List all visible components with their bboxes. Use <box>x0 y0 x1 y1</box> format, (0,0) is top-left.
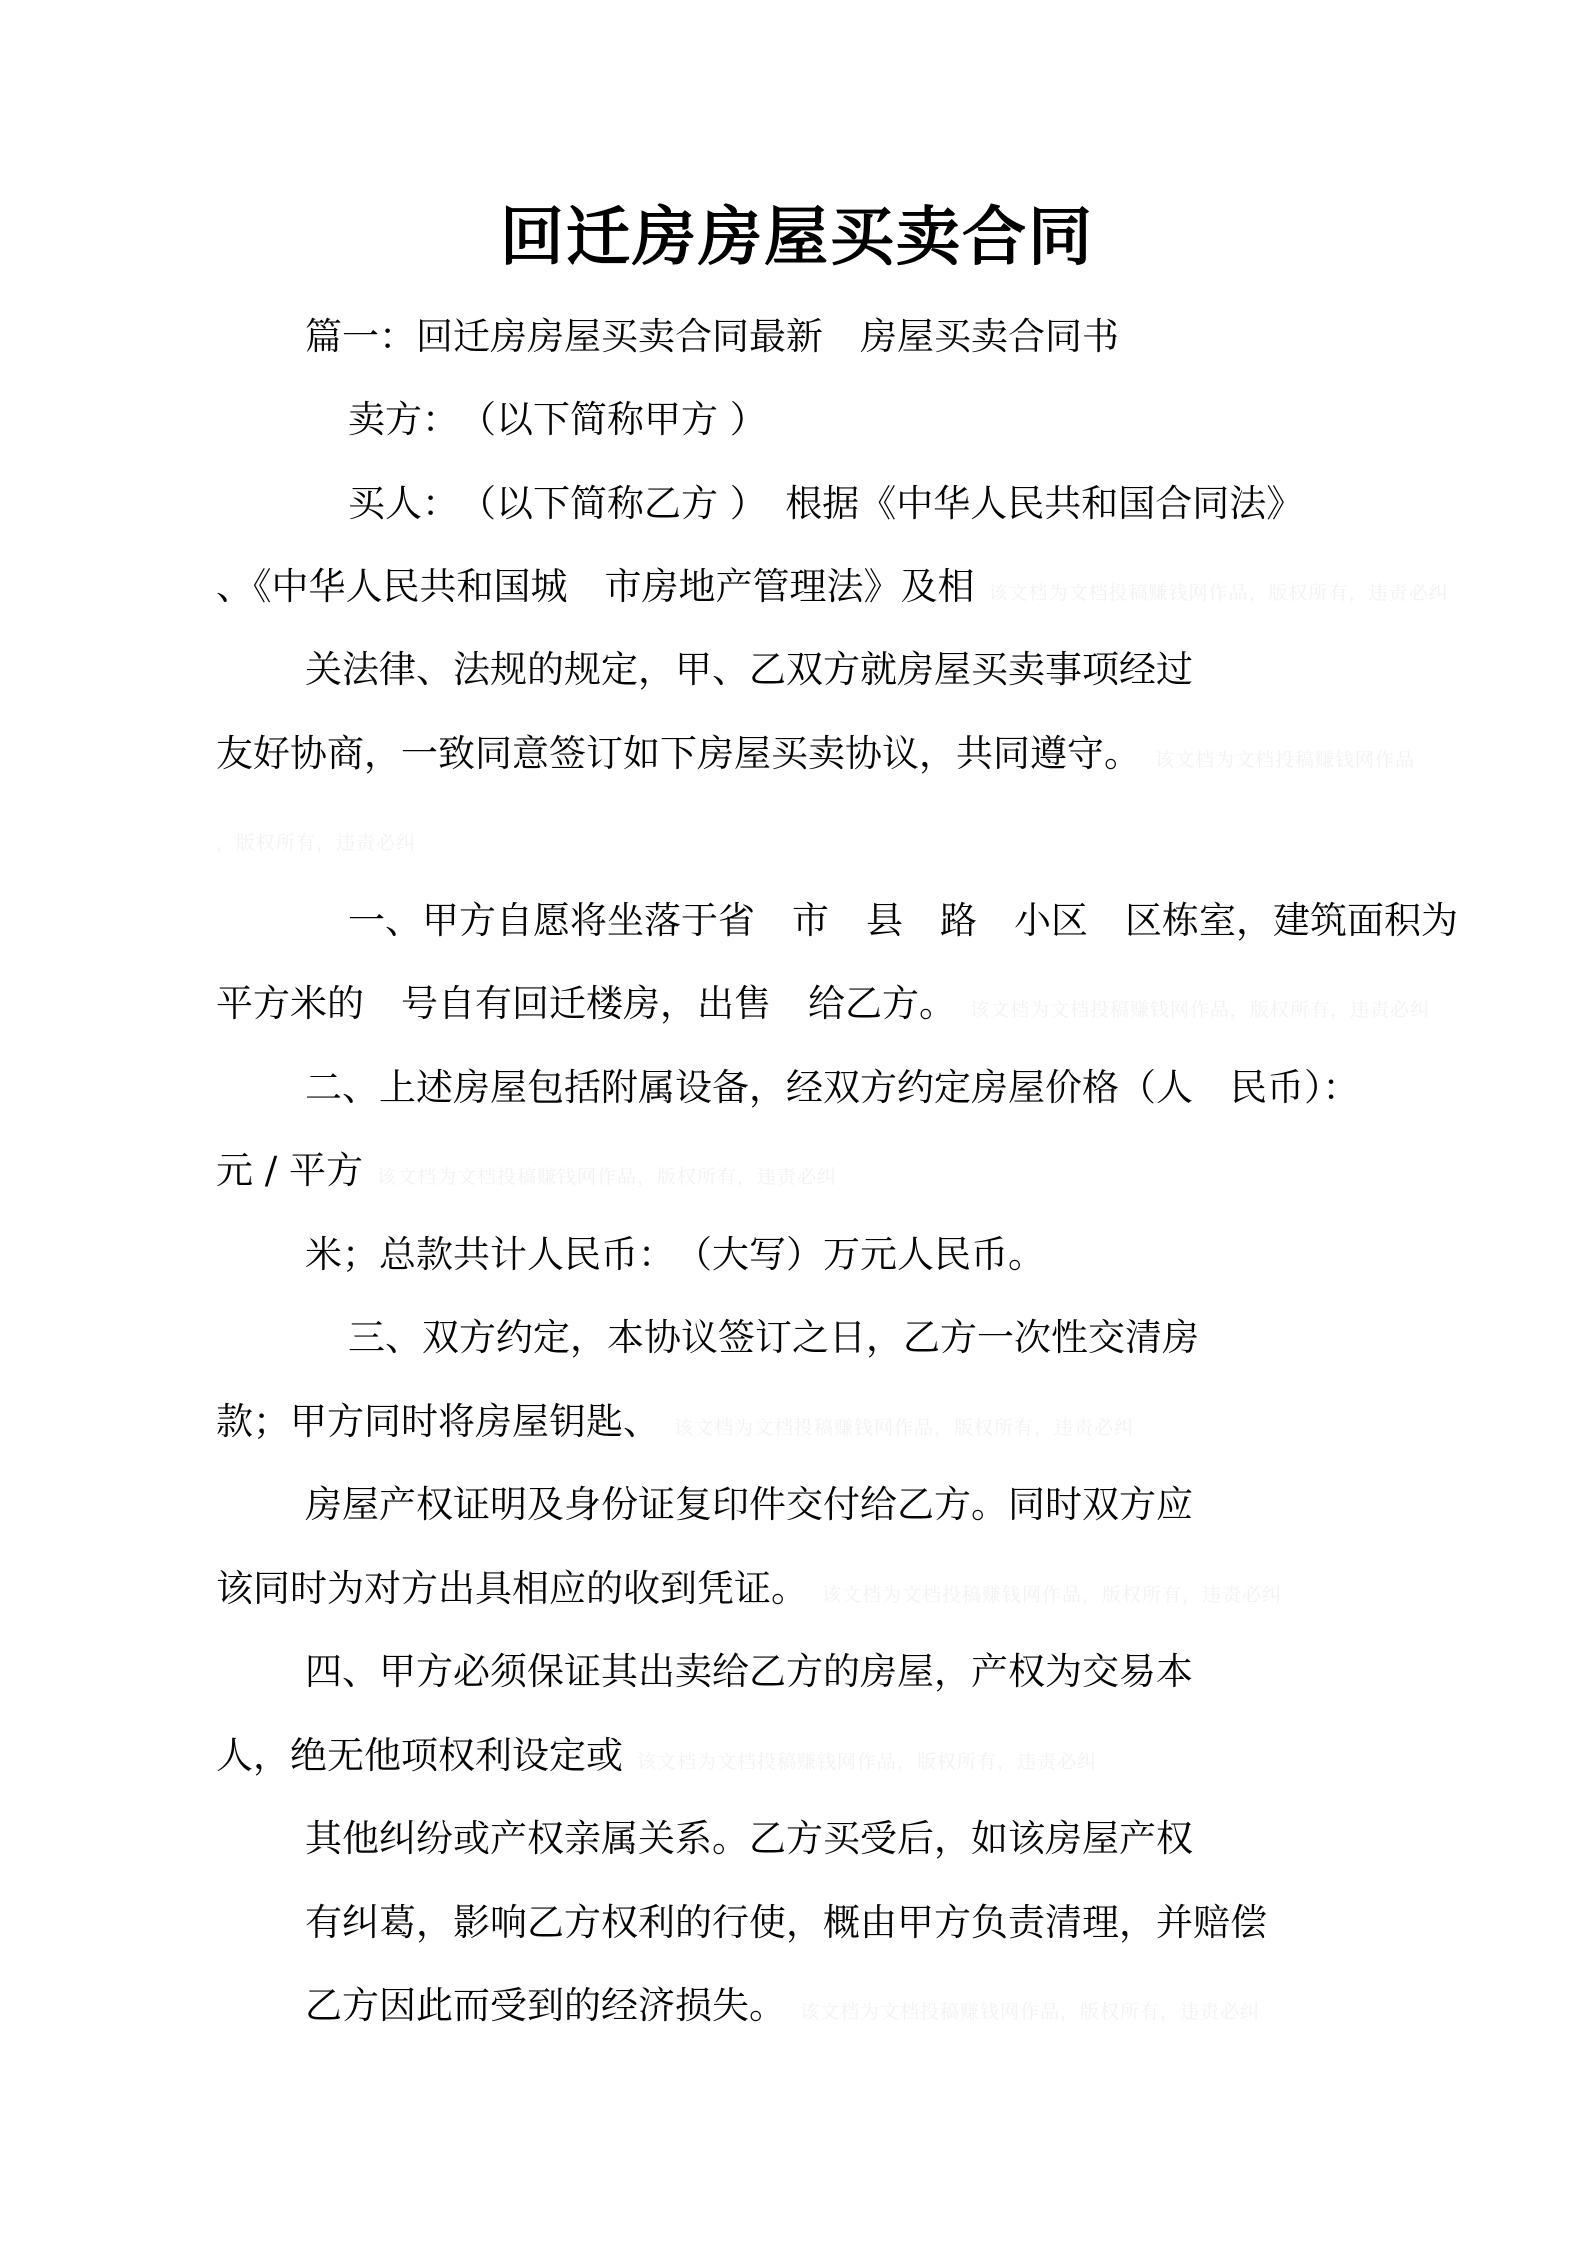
contract-line <box>216 1734 1098 1777</box>
line-text: 篇一：回迁房房屋买卖合同最新 房屋买卖合同书 <box>305 315 1119 358</box>
watermark-text: 该文档为文档投稿赚钱网作品，版权所有，违责必纠 <box>822 1584 1283 1606</box>
line-text: 平方米的 号自有回迁楼房，出售 给乙方。 <box>216 982 956 1025</box>
contract-line <box>348 398 767 441</box>
line-text: 友好协商，一致同意签订如下房屋买卖协议，共同遵守。 <box>216 732 1141 775</box>
document-title: 回迁房房屋买卖合同 <box>500 201 1094 275</box>
line-text: 三、双方约定，本协议签订之日，乙方一次性交清房 <box>348 1316 1199 1359</box>
contract-line <box>305 315 1119 358</box>
watermark-text: 该文档为文档投稿赚钱网作品，版权所有，违责必纠 <box>800 2001 1261 2023</box>
watermark-text: 该文档为文档投稿赚钱网作品，版权所有，违责必纠 <box>674 1417 1135 1439</box>
contract-line <box>216 818 416 855</box>
contract-line <box>305 1984 1261 2027</box>
watermark-text: 该文档为文档投稿赚钱网作品，版权所有，违责必纠 <box>637 1751 1098 1773</box>
line-text: 米；总款共计人民币： （大写）万元人民币。 <box>305 1233 1045 1276</box>
line-text: 二、上述房屋包括附属设备，经双方约定房屋价格（人 民币）： <box>305 1066 1360 1109</box>
contract-line <box>305 1233 1045 1276</box>
watermark-text: 该文档为文档投稿赚钱网作品，版权所有，违责必纠 <box>970 999 1431 1021</box>
line-text: 、《中华人民共和国城 市房地产管理法》及相 <box>216 565 975 608</box>
line-text: 四、甲方必须保证其出卖给乙方的房屋，产权为交易本 <box>305 1650 1193 1693</box>
contract-line <box>348 1316 1199 1359</box>
line-text: 该同时为对方出具相应的收到凭证。 <box>216 1567 808 1610</box>
contract-line <box>216 1149 838 1192</box>
contract-line <box>216 732 1416 775</box>
line-text: 关法律、法规的规定，甲、乙双方就房屋买卖事项经过 <box>305 648 1193 691</box>
contract-line <box>305 1066 1360 1109</box>
contract-line <box>348 482 1304 525</box>
contract-line <box>305 1650 1193 1693</box>
line-text: 元 / 平方 <box>216 1149 363 1192</box>
line-text: 一、甲方自愿将坐落于省 市 县 路 小区 区栋室，建筑面积为 <box>348 899 1458 942</box>
line-text: 人，绝无他项权利设定或 <box>216 1734 623 1777</box>
line-text: 房屋产权证明及身份证复印件交付给乙方。同时双方应 <box>305 1483 1193 1526</box>
line-text: 其他纠纷或产权亲属关系。乙方买受后，如该房屋产权 <box>305 1817 1193 1860</box>
contract-line <box>305 1483 1193 1526</box>
contract-line <box>216 1567 1283 1610</box>
line-text: 有纠葛，影响乙方权利的行使，概由甲方负责清理，并赔偿 <box>305 1901 1267 1944</box>
watermark-text: 该文档为文档投稿赚钱网作品，版权所有，违责必纠 <box>988 582 1449 604</box>
line-text: 款；甲方同时将房屋钥匙、 <box>216 1400 660 1443</box>
contract-line <box>305 1817 1193 1860</box>
watermark-text: 该文档为文档投稿赚钱网作品，版权所有，违责必纠 <box>377 1166 838 1188</box>
line-text: 买人： （以下简称乙方 ） 根据《中华人民共和国合同法》 <box>348 482 1304 525</box>
watermark-text: ，版权所有，违责必纠 <box>216 832 417 854</box>
line-text: 乙方因此而受到的经济损失。 <box>305 1984 786 2027</box>
contract-line <box>305 1901 1267 1944</box>
contract-line <box>348 899 1458 942</box>
contract-line <box>216 565 1449 608</box>
line-text: 卖方： （以下简称甲方 ） <box>348 398 767 441</box>
contract-line <box>216 1400 1135 1443</box>
contract-line <box>305 648 1193 691</box>
watermark-text: 该文档为文档投稿赚钱网作品 <box>1155 749 1416 771</box>
contract-line <box>216 982 1431 1025</box>
